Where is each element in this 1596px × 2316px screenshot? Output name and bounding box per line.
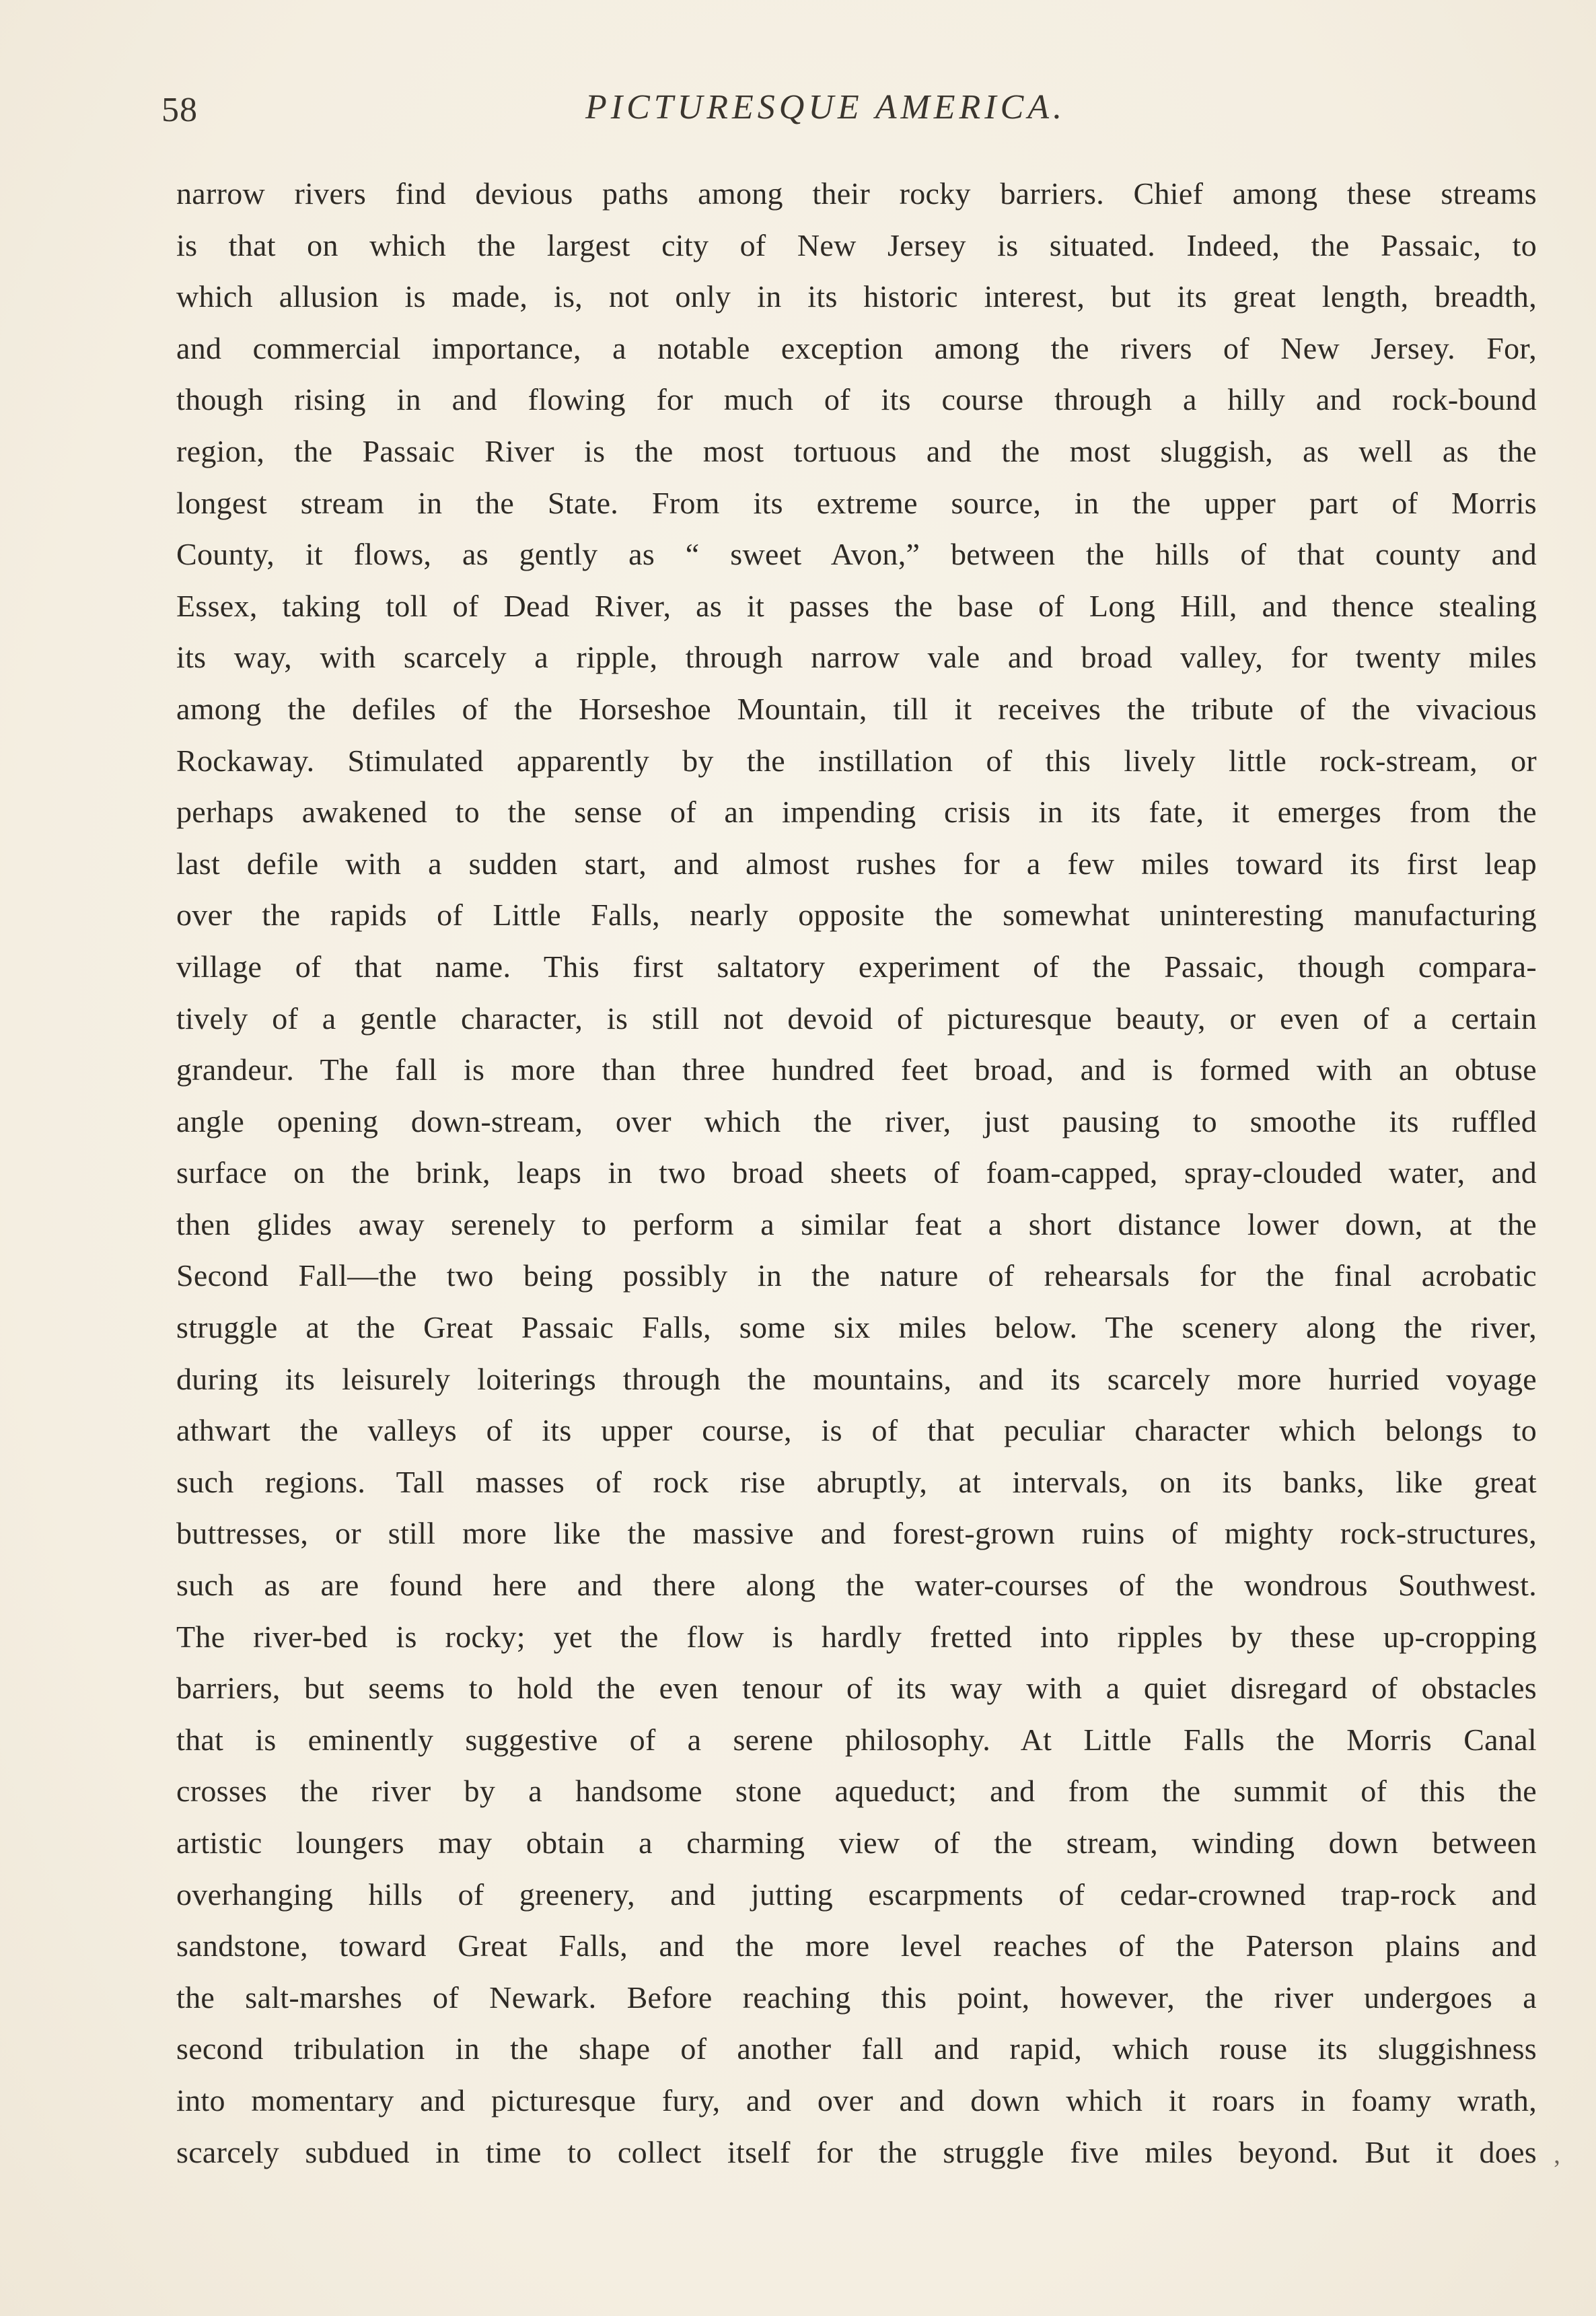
text-line: Rockaway. Stimulated apparently by the instillation of this lively little rock-stream, or <box>176 743 1537 778</box>
text-line: surface on the brink, leaps in two broad sheets of foam-capped, spray-clouded water, and <box>176 1155 1537 1190</box>
text-line: that is eminently suggestive of a serene philosophy. At Little Falls the Morris Canal <box>176 1722 1537 1757</box>
text-line: crosses the river by a handsome stone aqueduct; and from the summit of this the <box>176 1774 1537 1809</box>
text-line: tively of a gentle character, is still not devoid of picturesque beauty, or even of a certain <box>176 1001 1537 1036</box>
text-line: angle opening down-stream, over which the river, just pausing to smoothe its ruffled <box>176 1103 1537 1138</box>
text-line: its way, with scarcely a ripple, through narrow vale and broad valley, for twenty miles <box>176 640 1537 675</box>
text-line: region, the Passaic River is the most tortuous and the most sluggish, as well as the <box>176 433 1537 468</box>
text-line: Essex, taking toll of Dead River, as it passes the base of Long Hill, and thence stealing <box>176 588 1537 623</box>
text-line: perhaps awakened to the sense of an impending crisis in its fate, it emerges from the <box>176 795 1537 830</box>
text-line: is that on which the largest city of New Jersey is situated. Indeed, the Passaic, to <box>176 227 1537 262</box>
text-line: grandeur. The fall is more than three hundred feet broad, and is formed with an obtuse <box>176 1052 1537 1087</box>
text-line: longest stream in the State. From its extreme source, in the upper part of Morris <box>176 485 1537 520</box>
text-line: then glides away serenely to perform a similar feat a short distance lower down, at the <box>176 1206 1537 1241</box>
text-line: barriers, but seems to hold the even tenour of its way with a quiet disregard of obstacles <box>176 1671 1537 1706</box>
text-line: such regions. Tall masses of rock rise abruptly, at intervals, on its banks, like great <box>176 1464 1537 1499</box>
text-line: second tribulation in the shape of another fall and rapid, which rouse its sluggishness <box>176 2031 1537 2066</box>
text-line: village of that name. This first saltatory experiment of the Passaic, though compara- <box>176 949 1537 984</box>
text-line: Second Fall—the two being possibly in the nature of rehearsals for the final acrobatic <box>176 1258 1537 1293</box>
text-line: though rising in and flowing for much of its course through a hilly and rock-bound <box>176 382 1537 417</box>
text-line: buttresses, or still more like the massive and forest-grown ruins of mighty rock-structures, <box>176 1516 1537 1551</box>
page-number: 58 <box>161 91 198 129</box>
text-line: such as are found here and there along the water-courses of the wondrous Southwest. <box>176 1568 1537 1603</box>
page-header <box>161 81 1548 141</box>
text-line: overhanging hills of greenery, and jutting escarpments of cedar-crowned trap-rock and <box>176 1877 1537 1912</box>
text-line: the salt-marshes of Newark. Before reaching this point, however, the river undergoes a <box>176 1980 1537 2015</box>
text-line: into momentary and picturesque fury, and over and down which it roars in foamy wrath, <box>176 2083 1537 2118</box>
text-line: artistic loungers may obtain a charming view of the stream, winding down between <box>176 1825 1537 1860</box>
text-line: sandstone, toward Great Falls, and the more level reaches of the Paterson plains and <box>176 1928 1537 1963</box>
margin-mark: ’ <box>1552 2155 1561 2183</box>
text-line: during its leisurely loiterings through the mountains, and its scarcely more hurried voyage <box>176 1361 1537 1396</box>
text-line: and commercial importance, a notable exception among the rivers of New Jersey. For, <box>176 330 1537 365</box>
text-line: among the defiles of the Horseshoe Mountain, till it receives the tribute of the vivacious <box>176 691 1537 726</box>
text-line: scarcely subdued in time to collect itself for the struggle five miles beyond. But it does <box>176 2134 1537 2169</box>
body-text <box>176 168 1537 2178</box>
text-line: County, it flows, as gently as “ sweet Avon,” between the hills of that county and <box>176 537 1537 572</box>
text-line: last defile with a sudden start, and almost rushes for a few miles toward its first leap <box>176 846 1537 881</box>
text-line: over the rapids of Little Falls, nearly opposite the somewhat uninteresting manufacturing <box>176 898 1537 933</box>
text-line: which allusion is made, is, not only in its historic interest, but its great length, breadth, <box>176 279 1537 314</box>
text-line: athwart the valleys of its upper course, is of that peculiar character which belongs to <box>176 1413 1537 1448</box>
text-line: struggle at the Great Passaic Falls, some six miles below. The scenery along the river, <box>176 1310 1537 1345</box>
text-line: narrow rivers find devious paths among their rocky barriers. Chief among these streams <box>176 176 1537 211</box>
running-title: PICTURESQUE AMERICA. <box>585 88 1066 126</box>
text-line: The river-bed is rocky; yet the flow is hardly fretted into ripples by these up-cropping <box>176 1619 1537 1654</box>
